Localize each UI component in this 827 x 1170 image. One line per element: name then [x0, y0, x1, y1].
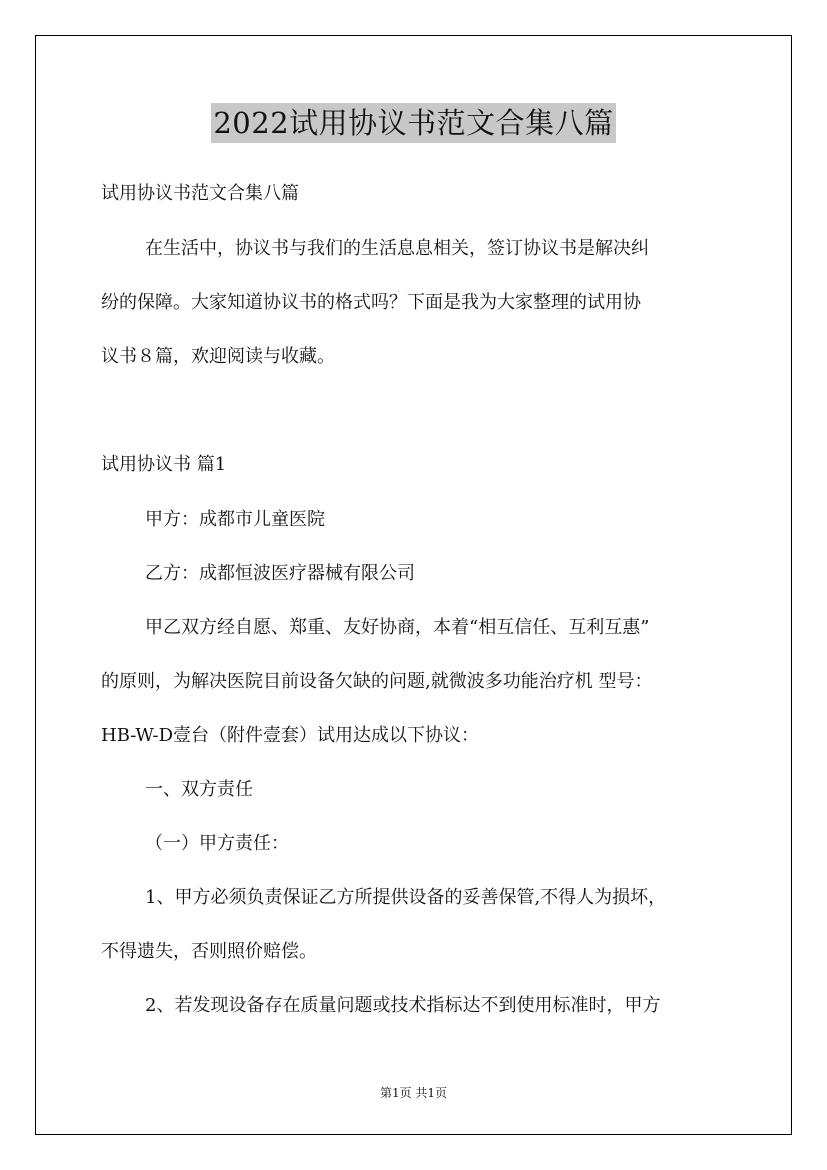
paragraph-line: 甲乙双方经自愿、郑重、友好协商，本着“相互信任、互利互惠”: [145, 617, 650, 638]
clause-item: 1、甲方必须负责保证乙方所提供设备的妥善保管,不得人为损坏，: [145, 887, 667, 908]
paragraph-line: HB-W-D壹台（附件壹套）试用达成以下协议：: [101, 725, 480, 746]
paragraph-line: 议书８篇，欢迎阅读与收藏。: [101, 346, 335, 367]
clause-item: 不得遗失，否则照价赔偿。: [101, 941, 317, 962]
paragraph-line: 纷的保障。大家知道协议书的格式吗？下面是我为大家整理的试用协: [101, 292, 641, 313]
clause-item: 2、若发现设备存在质量问题或技术指标达不到使用标准时，甲方: [145, 995, 661, 1016]
subtitle-line: 试用协议书范文合集八篇: [101, 183, 299, 204]
title-block: [0, 103, 827, 143]
page-footer: 第1页 共1页: [379, 1086, 448, 1100]
party-b-line: 乙方：成都恒波医疗器械有限公司: [145, 563, 415, 584]
party-a-line: 甲方：成都市儿童医院: [145, 509, 325, 530]
clause-subheading: （一）甲方责任：: [145, 833, 289, 854]
document-title: 2022试用协议书范文合集八篇: [211, 103, 615, 143]
paragraph-line: 在生活中，协议书与我们的生活息息相关，签订协议书是解决纠: [145, 238, 649, 259]
section-heading: 试用协议书 篇1: [101, 454, 227, 475]
paragraph-line: 的原则，为解决医院目前设备欠缺的问题,就微波多功能治疗机 型号：: [101, 671, 653, 692]
clause-heading: 一、双方责任: [145, 779, 253, 800]
